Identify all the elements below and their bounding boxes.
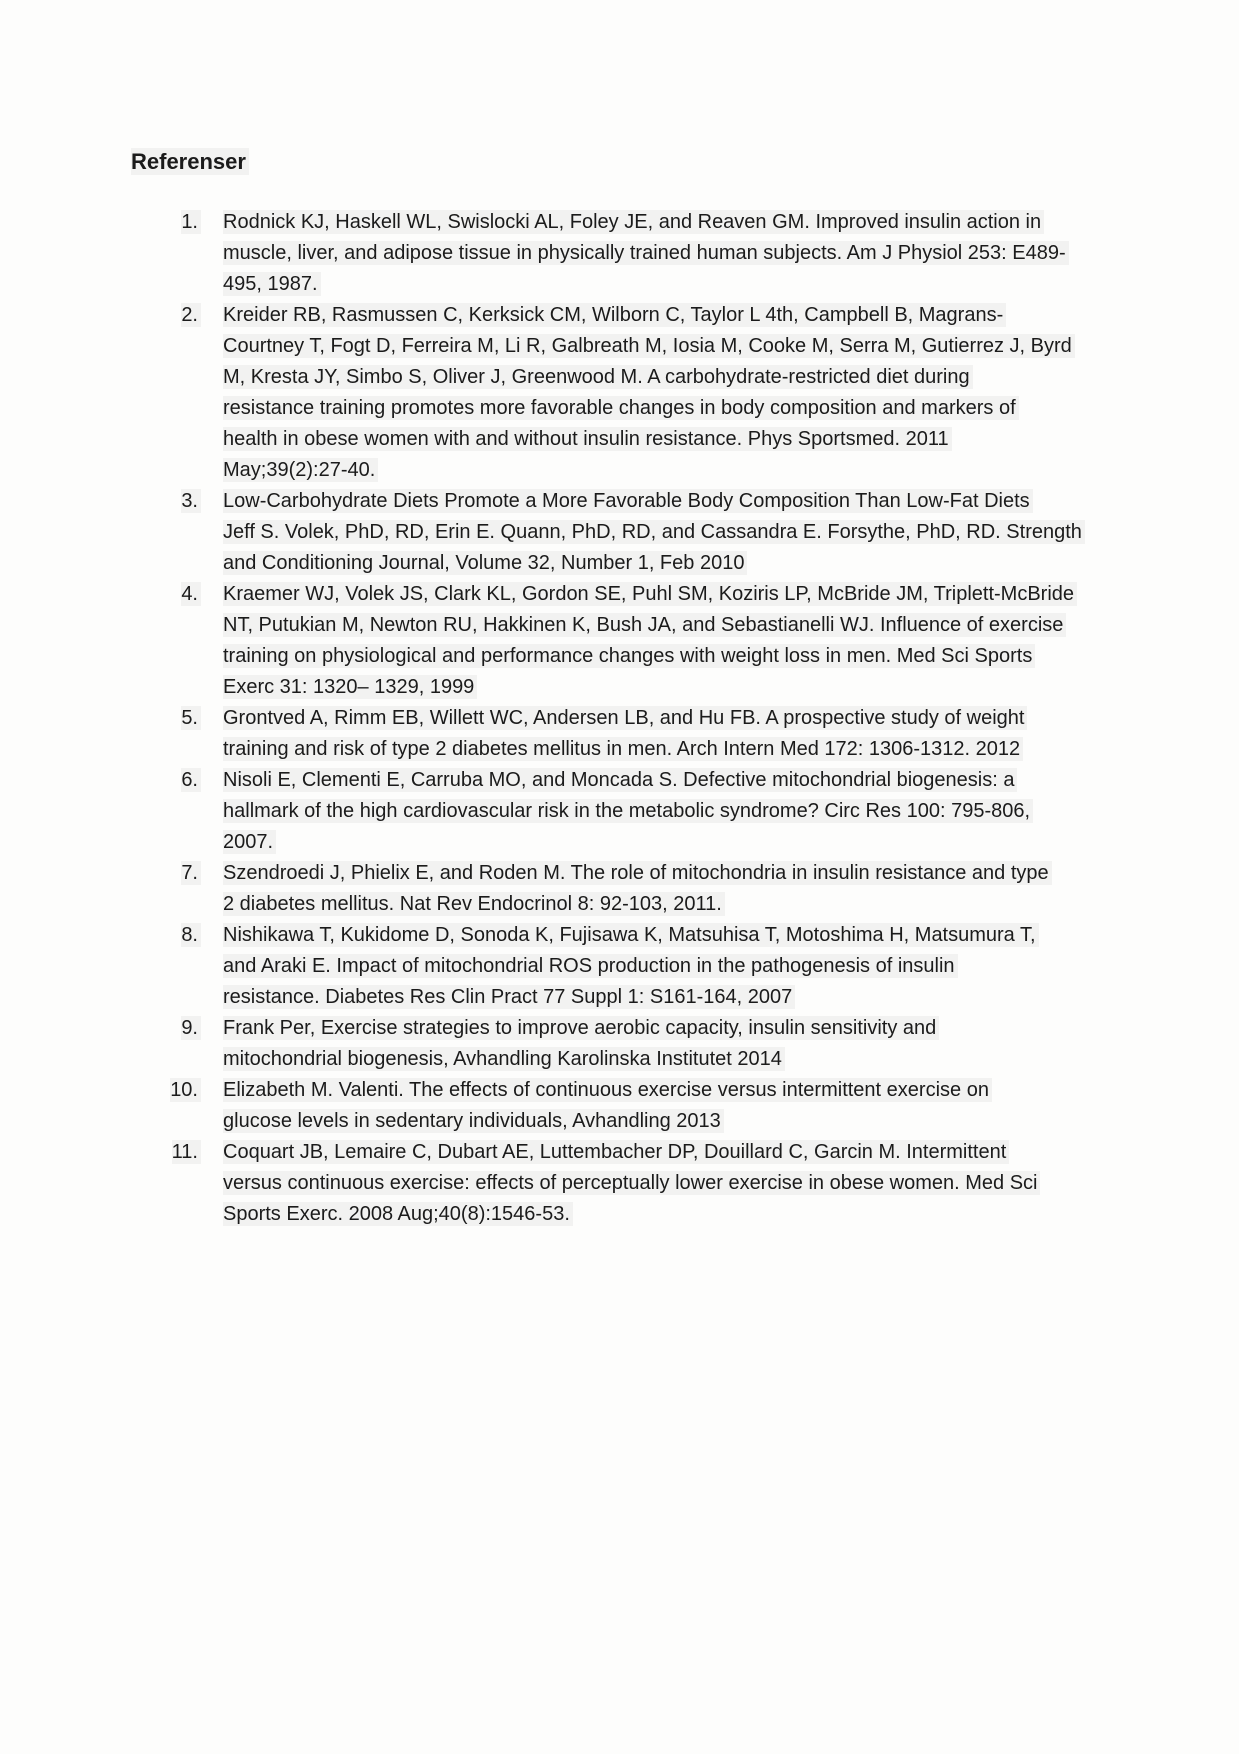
- reference-line-text: Nisoli E, Clementi E, Carruba MO, and Moncada S. Defective mitochondrial biogenesis: a: [223, 768, 1017, 792]
- reference-line-text: Szendroedi J, Phielix E, and Roden M. The role of mitochondria in insulin resistance and type: [223, 861, 1052, 885]
- reference-line: [223, 300, 1075, 331]
- reference-line: [223, 889, 1052, 920]
- reference-line-text: Nishikawa T, Kukidome D, Sonoda K, Fujisawa K, Matsuhisa T, Motoshima H, Matsumura T,: [223, 923, 1039, 947]
- reference-line-text: Exerc 31: 1320– 1329, 1999: [223, 675, 477, 699]
- reference-item: [131, 486, 1179, 579]
- reference-line-text: 2007.: [223, 830, 276, 854]
- reference-number-text: 11.: [172, 1140, 201, 1164]
- reference-line-text: Sports Exerc. 2008 Aug;40(8):1546-53.: [223, 1202, 573, 1226]
- reference-line-text: and Conditioning Journal, Volume 32, Number 1, Feb 2010: [223, 551, 747, 575]
- reference-line-text: muscle, liver, and adipose tissue in physically trained human subjects. Am J Physiol 253: E489-: [223, 241, 1069, 265]
- reference-line: [223, 455, 1075, 486]
- reference-line: [223, 269, 1069, 300]
- reference-line: [223, 1106, 992, 1137]
- reference-line-text: hallmark of the high cardiovascular risk in the metabolic syndrome? Circ Res 100: 795-806,: [223, 799, 1033, 823]
- reference-line-text: Frank Per, Exercise strategies to improve aerobic capacity, insulin sensitivity and: [223, 1016, 939, 1040]
- reference-text: [223, 920, 1039, 1013]
- reference-item: [131, 1075, 1179, 1137]
- reference-item: [131, 765, 1179, 858]
- reference-text: [223, 300, 1075, 486]
- reference-line: [223, 1044, 939, 1075]
- reference-text: [223, 703, 1027, 765]
- reference-line: [223, 548, 1085, 579]
- reference-line: [223, 1075, 992, 1106]
- reference-line: [223, 951, 1039, 982]
- reference-line: [223, 610, 1077, 641]
- reference-line: [223, 920, 1039, 951]
- reference-line: [223, 982, 1039, 1013]
- reference-line: [223, 765, 1033, 796]
- reference-line-text: 495, 1987.: [223, 272, 321, 296]
- reference-line-text: Courtney T, Fogt D, Ferreira M, Li R, Galbreath M, Iosia M, Cooke M, Serra M, Gutierrez J, Byrd: [223, 334, 1075, 358]
- reference-text: [223, 486, 1085, 579]
- reference-text: [223, 579, 1077, 703]
- reference-number-text: 10.: [170, 1078, 201, 1102]
- reference-number: [131, 486, 201, 517]
- reference-number-text: 1.: [181, 210, 201, 234]
- reference-line: [223, 734, 1027, 765]
- reference-line-text: training on physiological and performance changes with weight loss in men. Med Sci Sports: [223, 644, 1035, 668]
- reference-line-text: Jeff S. Volek, PhD, RD, Erin E. Quann, PhD, RD, and Cassandra E. Forsythe, PhD, RD. Strength: [223, 520, 1085, 544]
- page-title-text: Referenser: [131, 148, 249, 175]
- reference-number: [131, 1075, 201, 1106]
- reference-line: [223, 486, 1085, 517]
- reference-line-text: Low-Carbohydrate Diets Promote a More Favorable Body Composition Than Low-Fat Diets: [223, 489, 1033, 513]
- reference-text: [223, 1013, 939, 1075]
- reference-item: [131, 703, 1179, 765]
- reference-line-text: NT, Putukian M, Newton RU, Hakkinen K, Bush JA, and Sebastianelli WJ. Influence of exercise: [223, 613, 1066, 637]
- reference-line-text: resistance. Diabetes Res Clin Pract 77 Suppl 1: S161-164, 2007: [223, 985, 795, 1009]
- reference-line-text: M, Kresta JY, Simbo S, Oliver J, Greenwood M. A carbohydrate-restricted diet during: [223, 365, 973, 389]
- reference-number: [131, 207, 201, 238]
- reference-number: [131, 858, 201, 889]
- reference-item: [131, 1137, 1179, 1230]
- reference-number: [131, 765, 201, 796]
- reference-text: [223, 1075, 992, 1137]
- reference-text: [223, 858, 1052, 920]
- reference-item: [131, 207, 1179, 300]
- reference-line: [223, 331, 1075, 362]
- references-list: [131, 207, 1179, 1230]
- reference-number-text: 4.: [181, 582, 201, 606]
- reference-line-text: glucose levels in sedentary individuals, Avhandling 2013: [223, 1109, 724, 1133]
- reference-line: [223, 796, 1033, 827]
- reference-line: [223, 424, 1075, 455]
- reference-number: [131, 1137, 201, 1168]
- reference-line: [223, 827, 1033, 858]
- reference-line: [223, 1199, 1040, 1230]
- reference-line-text: Elizabeth M. Valenti. The effects of continuous exercise versus intermittent exercise on: [223, 1078, 992, 1102]
- reference-number-text: 2.: [181, 303, 201, 327]
- reference-item: [131, 858, 1179, 920]
- reference-line: [223, 858, 1052, 889]
- reference-line-text: Coquart JB, Lemaire C, Dubart AE, Luttembacher DP, Douillard C, Garcin M. Intermittent: [223, 1140, 1009, 1164]
- reference-text: [223, 765, 1033, 858]
- reference-line: [223, 393, 1075, 424]
- page-title: [131, 148, 1179, 176]
- reference-line: [223, 517, 1085, 548]
- reference-number-text: 6.: [181, 768, 201, 792]
- reference-line-text: Rodnick KJ, Haskell WL, Swislocki AL, Foley JE, and Reaven GM. Improved insulin action in: [223, 210, 1044, 234]
- reference-number: [131, 579, 201, 610]
- reference-number: [131, 920, 201, 951]
- reference-line: [223, 1137, 1040, 1168]
- reference-line-text: mitochondrial biogenesis, Avhandling Karolinska Institutet 2014: [223, 1047, 785, 1071]
- reference-line: [223, 1013, 939, 1044]
- reference-line: [223, 362, 1075, 393]
- reference-number-text: 3.: [181, 489, 201, 513]
- reference-item: [131, 920, 1179, 1013]
- reference-number: [131, 703, 201, 734]
- reference-item: [131, 1013, 1179, 1075]
- reference-line: [223, 703, 1027, 734]
- reference-number: [131, 300, 201, 331]
- reference-line: [223, 238, 1069, 269]
- reference-line-text: training and risk of type 2 diabetes mellitus in men. Arch Intern Med 172: 1306-1312. 2012: [223, 737, 1023, 761]
- reference-item: [131, 579, 1179, 703]
- reference-line-text: Grontved A, Rimm EB, Willett WC, Andersen LB, and Hu FB. A prospective study of weight: [223, 706, 1027, 730]
- reference-number-text: 5.: [181, 706, 201, 730]
- reference-number-text: 7.: [181, 861, 201, 885]
- reference-line: [223, 672, 1077, 703]
- reference-line: [223, 641, 1077, 672]
- reference-text: [223, 207, 1069, 300]
- reference-item: [131, 300, 1179, 486]
- reference-line: [223, 1168, 1040, 1199]
- reference-number: [131, 1013, 201, 1044]
- reference-line-text: Kraemer WJ, Volek JS, Clark KL, Gordon SE, Puhl SM, Koziris LP, McBride JM, Triplett-McBride: [223, 582, 1077, 606]
- reference-line-text: 2 diabetes mellitus. Nat Rev Endocrinol 8: 92-103, 2011.: [223, 892, 725, 916]
- reference-line-text: versus continuous exercise: effects of perceptually lower exercise in obese women. Med Sci: [223, 1171, 1040, 1195]
- reference-line-text: health in obese women with and without insulin resistance. Phys Sportsmed. 2011: [223, 427, 952, 451]
- reference-text: [223, 1137, 1040, 1230]
- reference-number-text: 8.: [181, 923, 201, 947]
- reference-line-text: Kreider RB, Rasmussen C, Kerksick CM, Wilborn C, Taylor L 4th, Campbell B, Magrans-: [223, 303, 1006, 327]
- reference-line: [223, 579, 1077, 610]
- reference-line-text: May;39(2):27-40.: [223, 458, 378, 482]
- reference-line-text: and Araki E. Impact of mitochondrial ROS production in the pathogenesis of insulin: [223, 954, 958, 978]
- reference-line: [223, 207, 1069, 238]
- reference-line-text: resistance training promotes more favorable changes in body composition and markers of: [223, 396, 1019, 420]
- reference-number-text: 9.: [181, 1016, 201, 1040]
